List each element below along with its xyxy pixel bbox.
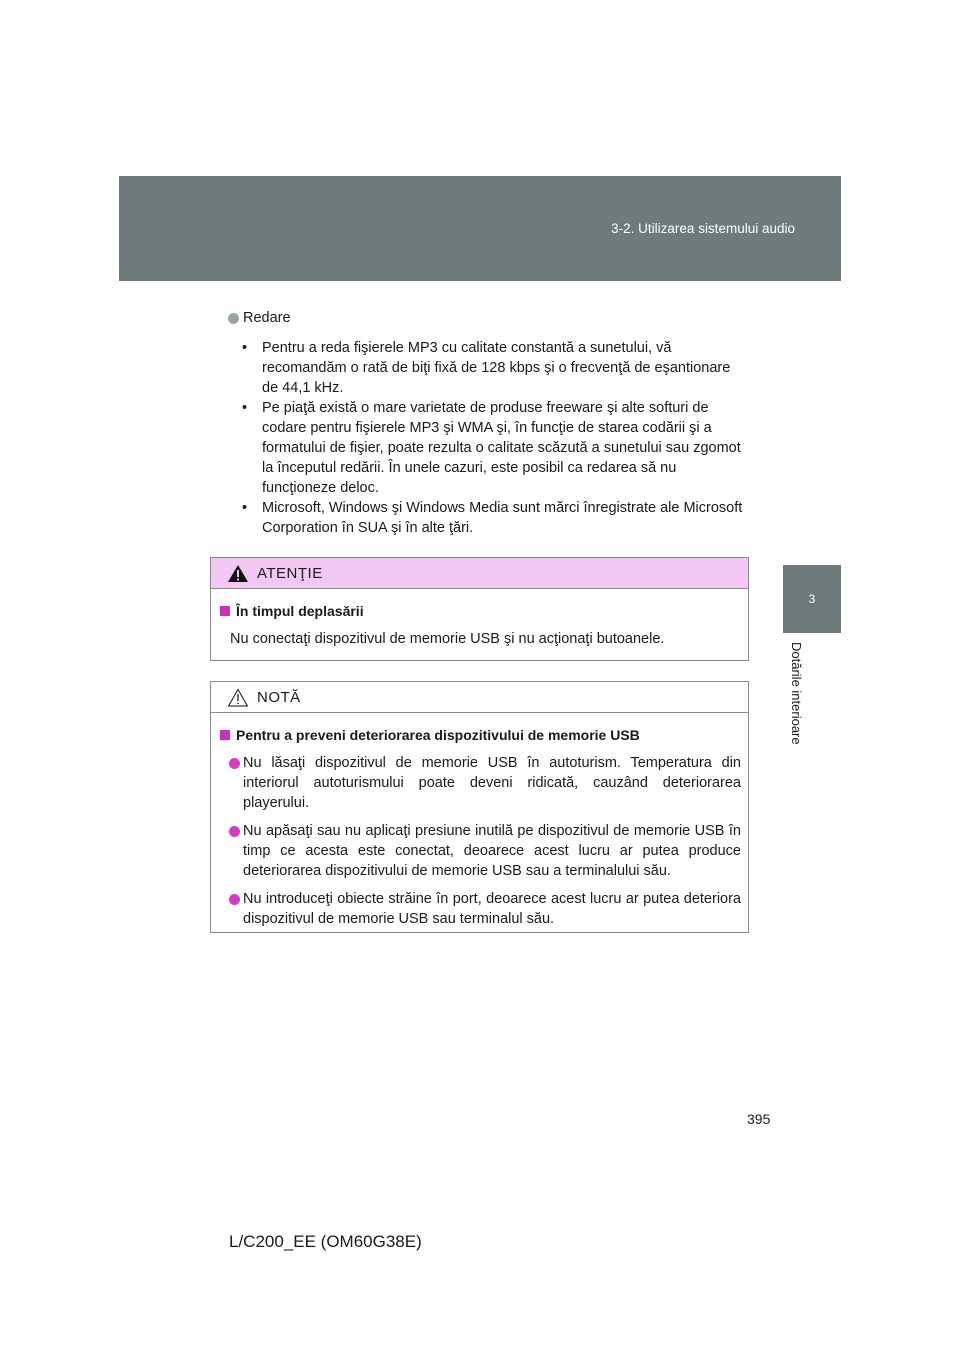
note-title: NOTĂ (257, 688, 301, 706)
note-body (211, 713, 748, 929)
note-item-text: Nu introduceţi obiecte străine în port, deoarece acest lucru ar putea deteriora dispozitivul de memorie USB sau terminalul său. (243, 891, 741, 927)
list-item: • Pe piaţă există o mare varietate de produse freeware şi alte softuri de codare pentru fişierele MP3 şi WMA şi, în funcţie de starea codării şi a formatului de fişier, poate rezulta o calitate scăzută a sunetului sau zgomot la începutul redării. În unele cazuri, este posibil ca redarea să nu funcţioneze deloc. (240, 398, 748, 498)
list-item: • Microsoft, Windows şi Windows Media sunt mărci înregistrate ale Microsoft Corporation în SUA şi în alte ţări. (240, 498, 748, 538)
note-subheading: Pentru a preveni deteriorarea dispozitivului de memorie USB (236, 727, 640, 743)
round-bullet-icon (228, 313, 239, 324)
section-title: 3-2. Utilizarea sistemului audio (611, 221, 795, 236)
playback-section (228, 308, 748, 538)
note-item (220, 889, 741, 929)
playback-heading-row (228, 308, 748, 328)
caution-body (211, 589, 748, 649)
round-bullet-icon (229, 894, 240, 905)
caution-text: Nu conectaţi dispozitivul de memorie USB şi nu acţionaţi butoanele. (230, 631, 665, 647)
note-item-text: Nu apăsaţi sau nu aplicaţi presiune inutilă pe dispozitivul de memorie USB în timp ce acesta este conectat, deoarece acest lucru ar putea produce deteriorarea dispozitivului de memorie USB sau a terminalului său. (243, 823, 741, 879)
note-item-text: Nu lăsaţi dispozitivul de memorie USB în autoturism. Temperatura din interiorul autoturismului poate deveni ridicată, cauzând deteriorarea playerului. (243, 755, 741, 811)
caution-title: ATENŢIE (257, 564, 323, 582)
caution-box (210, 557, 749, 661)
header-band (119, 176, 841, 281)
warning-triangle-icon (227, 564, 249, 583)
list-item: • Pentru a reda fişierele MP3 cu calitate constantă a sunetului, vă recomandăm o rată de biţi fixă de 128 kbps şi o frecvenţă de eşantionare de 44,1 kHz. (240, 338, 748, 398)
playback-heading: Redare (243, 310, 291, 326)
chapter-tab (783, 565, 841, 633)
square-bullet-icon (220, 730, 230, 740)
caution-header (211, 558, 748, 589)
page-number: 395 (747, 1111, 771, 1127)
playback-list (228, 338, 748, 538)
note-item (220, 821, 741, 881)
manual-code: L/C200_EE (OM60G38E) (229, 1232, 422, 1251)
chapter-label: Dotările interioare (789, 642, 804, 745)
chapter-number: 3 (808, 592, 816, 606)
caution-subheading: În timpul deplasării (236, 603, 364, 619)
note-subheading-row (220, 725, 741, 745)
round-bullet-icon (229, 758, 240, 769)
round-bullet-icon (229, 826, 240, 837)
note-header (211, 682, 748, 713)
note-item (220, 753, 741, 813)
caution-subheading-row (220, 601, 741, 621)
warning-triangle-outline-icon (227, 688, 249, 707)
square-bullet-icon (220, 606, 230, 616)
note-box (210, 681, 749, 933)
